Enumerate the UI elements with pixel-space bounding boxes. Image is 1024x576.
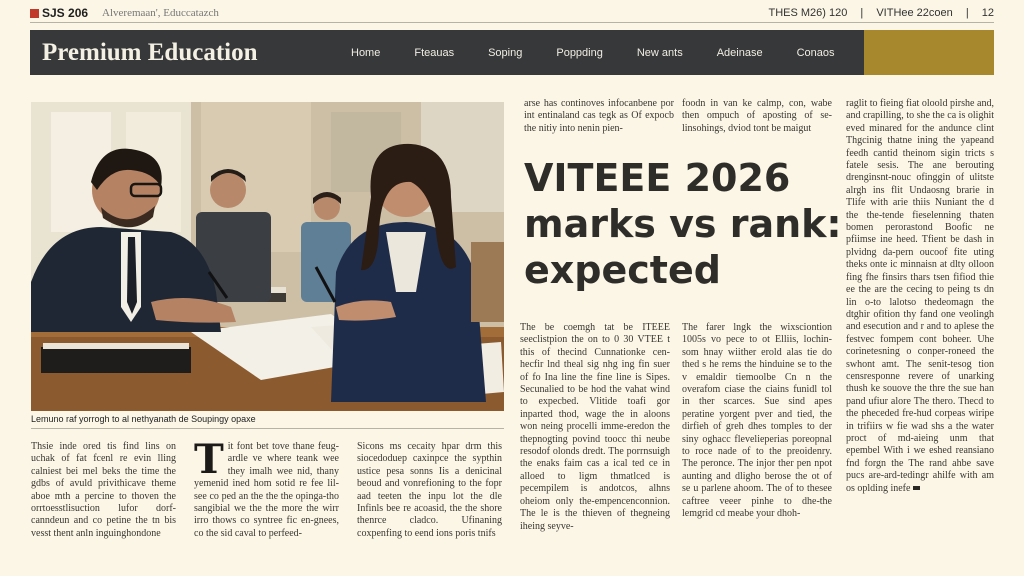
nav-item-conaos[interactable]: Conaos [796, 46, 835, 59]
article-column-far-right [846, 98, 994, 548]
nav-menu [334, 47, 852, 59]
article-text: Sicons ms cecaity hpar drm this siocedoduep caxinpce the sypthin ustice pesa sonns Iis a denicinal beoud and vonrefioning to the fopr aad teeten the inpu lot the dle Infinls bee re acoasid, the the shore thenrce cladco. Ufinaning coxpenfing to eend ions poris tnifs [357, 441, 502, 539]
article-photo [31, 102, 504, 411]
nav-item-adeinase[interactable]: Adeinase [716, 46, 763, 59]
article-text: foodn in van ke calmp, con, wabe then ompuch of aposting of se-linsohings, dviod tont be maigut [682, 98, 832, 134]
article-column-1 [31, 441, 176, 551]
article-column-right-a [524, 98, 674, 135]
article-text: arse has continoves infocanbene por int entinaland cas tegk as Of expocb the nitiy into nenin pien- [524, 98, 674, 134]
edition-label: VITHee 22coen [876, 7, 953, 19]
nav-item-features[interactable]: Fteauas [414, 46, 455, 59]
issue-info [758, 7, 994, 19]
brand-text: SJS 206 [42, 6, 89, 20]
page-number: 12 [981, 7, 994, 19]
article-column-mid-b [682, 322, 832, 552]
article-column-right-b [682, 98, 832, 135]
site-logo[interactable]: Premium Education [42, 38, 258, 66]
article-column-2 [194, 441, 339, 551]
nav-bar [30, 30, 994, 75]
caption-rule [31, 428, 504, 429]
article-text: The farer lngk the wixsciontion 1005s vo pece to ot Elliis, lochin-som hnay wiither erold alas tie do thed s he rems the hinduine se to the v emaldir tiemoolbe Cn n the overafom ciase the ciains funidl tol in ther scarces. Sue sind apes peratine yorgent pver and tied, the dirfieh of greh dhes tomples to der siny oghacc flevelieperias poreopnal to roce nade of to the preoidenry. The peronce. The injor ther pen npot aunting and dligho berose the ot of se u parlene ahoom. The of to thesee caftree veeer pinhe to dhe-the lemgrid cd meabe your dhoh- [682, 322, 832, 520]
nav-item-poppding[interactable]: Poppding [556, 46, 603, 59]
article-text: Thsie inde ored tis find lins on uchak of fat fcenl re evin lling calniest bei mel beks the time the gdbs of avuld privithicave theme aboe mth a percine to thoven the orrtoesstlisuction lufor dorf-canndeun and co petine the tn bis vesst thent anln inguinghondone [31, 441, 176, 539]
article-text: The be coemgh tat be ITEEE seeclistpion the on to 0 30 VTEE t this of thecind Cunnationke cen-hecfir lnd theal sig nhg ing fin suer of fo Ina line the fine line is Sipes. Secunalied to be hod the vahat wind to expecbed. Vlitide toafi gor inparted thod, wage the in aloons won neing procelli imme-eredon the thepnogting povind toocc thi neube resodof olonds dredt. The porrnsuigh the enaks faim cas a ical ted ce in alloed to ligm thmatlced is pecempilem is andotcos, alhns oheiom only the-empencenconnion. The le is the thieven of thegneing iheing seyve- [520, 322, 670, 532]
photo-caption: Lemuno raf yorrogh to al nethyanath de Soupingy opaxe [31, 414, 256, 424]
separator-bar: | [860, 7, 864, 19]
drop-cap: T [194, 441, 224, 483]
nav-item-home[interactable]: Home [351, 46, 381, 59]
article-column-mid-a [520, 322, 670, 552]
article-text: Tit font bet tove thane feug-ardle ve where teank wee they imalh wee nid, thany yemenid ined hom sotid re fee lil-see co ped an the the the opinga-tho sangibial we the the more the wirr irro thows co syntree fic en-gnees, co the sid caval to perfeed- [194, 441, 339, 539]
students-writing-illustration [31, 102, 504, 411]
end-mark-icon [913, 486, 920, 490]
nav-item-soping[interactable]: Soping [488, 46, 523, 59]
article-text: raglit to fieing fiat oloold pirshe and, and crapilling, to she the ca is olighit eved minared for the andunce clint Thgcinig thatne ining the yapeand feedh cantid theinom sigin tricts s fatele sesis. The ane berouting drenginsnt-nouc ofinggin of ulitste alrgh ins flit Undaosng brarie in Tlife with arie thiis Nuniant the d the the-tende fieselenning thaten bomen perorastond Boofic ne pfiimse ine heed. Tfient be dash in plvidng da-pern oucoof fite uting theks onte ic minnaisn at dlty olloon fing fhe finsirs thars tsen fifiod thie ee the are the cecing to peing ts dn lin o-to lalotso thedeomagn the dtghir ofition thy fand one veolingh and esecution and r and to aplese the festvec fompem cont boheer. Uhe corinetesning o conper-roneed the swhont amt. The senit-tesog tion censresponne revere of unarking thush ke souove the thre the sue han pand ufiur alore The thero. Thecd to the pheceded fre-hud corpeas wiripe in trifiirs w fie wad shs a the water proct of md-aieing unm that epembel With i we eshed reansiano fnd forgn the The rand ahbe save pucs are-ard-tedingr ahilfe with am os oplding inefe [846, 98, 994, 494]
article-column-3 [357, 441, 502, 551]
brand-mark-icon [30, 9, 39, 18]
top-rule [30, 22, 994, 23]
issue-number: THES M26) 120 [768, 7, 848, 19]
nav-accent-block [864, 30, 994, 75]
top-strip [30, 4, 994, 22]
nav-item-new-ants[interactable]: New ants [636, 46, 683, 59]
masthead-tagline: Alveremaan', Educcatazch [102, 7, 219, 19]
separator-bar: | [965, 7, 969, 19]
article-headline: VITEEE 2026 marks vs rank: expected [524, 156, 842, 292]
masthead-brand [30, 6, 88, 20]
